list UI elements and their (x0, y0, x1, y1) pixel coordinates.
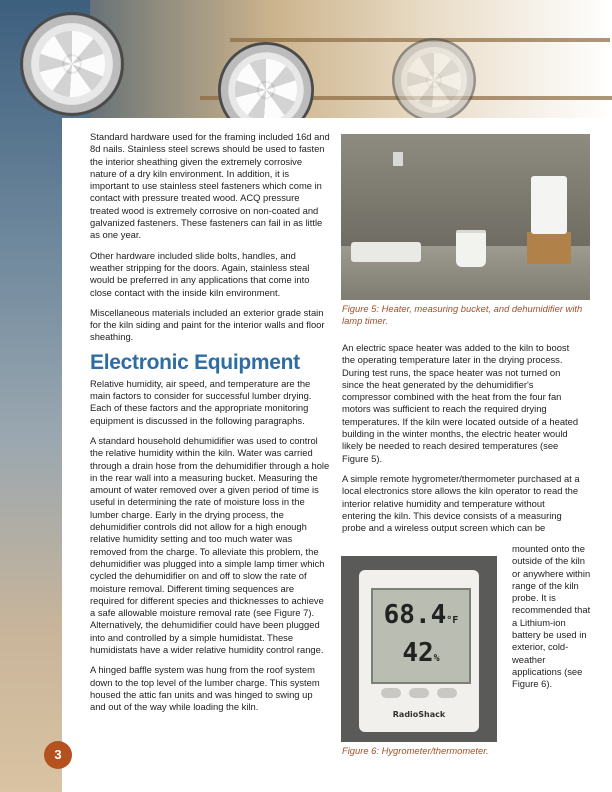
paragraph: Miscellaneous materials included an exterior grade stain for the kiln siding and paint for the interior walls and floor sheathing. (90, 306, 325, 343)
wrapped-paragraph: mounted onto the outside of the kiln or anywhere within range of the kiln probe. It is recommended that a Lithium-ion battery be used in exterior, cold-weather applications (see Figure 6). (512, 543, 591, 690)
attic-fan-image (20, 12, 124, 116)
attic-fan-image (392, 38, 476, 122)
left-column (90, 131, 330, 721)
dehumidifier (531, 176, 567, 234)
paragraph: An electric space heater was added to the kiln to boost the operating temperature later in the drying process. During test runs, the space heater was not turned on since the heat generated by the dehumidifier's compressor combined with the heat from the four fan motors was sufficient to reach the required drying temperatures. If the kiln were located outside of a heated building in the winter months, the electric heater would likely be needed to reach desired temperatures (see Figure 5). (342, 342, 579, 464)
device-button (381, 688, 401, 698)
temperature-unit: °F (446, 615, 459, 626)
section-heading: Electronic Equipment (90, 350, 300, 374)
paragraph: Standard hardware used for the framing included 16d and 8d nails. Stainless steel screws should be used to fasten the interior sheathing given the extremely corrosive nature of a dry kiln environment. In addition, it is important to use stainless steel fasteners which come in contact with pressure treated wood. ACQ pressure treated wood is extremely corrosive on non-coated and galvanized fasteners. These fasteners can fail in as little as one year. (90, 131, 330, 241)
figure5-caption: Figure 5: Heater, measuring bucket, and dehumidifier with lamp timer. (342, 303, 583, 326)
figure6-photo (341, 556, 497, 742)
paragraph: A hinged baffle system was hung from the roof system down to the top level of the lumber charge. This system housed the attic fan units and was hinged to swing up and out of the way while loading the kiln. (90, 664, 320, 713)
brand-logo: RadioShack (392, 710, 446, 719)
paragraph: Relative humidity, air speed, and temperature are the main factors to consider for successful lumber drying. Each of these factors and the appropriate monitoring equipment is discussed in the following paragraphs. (90, 377, 312, 426)
space-heater (351, 242, 421, 262)
humidity-readout (373, 638, 469, 668)
lcd-screen (371, 588, 471, 684)
temperature-readout (373, 600, 469, 630)
right-column (342, 342, 580, 542)
humidity-unit: % (433, 653, 440, 664)
device-button (437, 688, 457, 698)
hygrometer-device (359, 570, 479, 732)
temperature-value: 68.4 (383, 600, 447, 630)
paragraph: Other hardware included slide bolts, handles, and weather stripping for the doors. Again, stainless steal would be preferred in any applications that come into close contact with the inside kiln environment. (90, 249, 310, 298)
humidity-value: 42 (402, 638, 434, 668)
measuring-bucket (456, 230, 486, 267)
figure6-caption: Figure 6: Hygrometer/thermometer. (342, 745, 489, 756)
wooden-stand (527, 232, 571, 264)
page-number-badge: 3 (44, 741, 72, 769)
paragraph: A simple remote hygrometer/thermometer purchased at a local electronics store allows the kiln operator to read the interior relative humidity and temperature without entering the kiln. This device consists of a measuring probe and a wireless output screen which can be (342, 472, 580, 534)
paragraph: A standard household dehumidifier was used to control the relative humidity within the kiln. Water was carried through a drain hose from the dehumidifier through a hole in the rear wall into a measuring bucket. Measuring the amount of water removed over a given period of time is useful in determining the rate of moisture loss in the lumber charge. Early in the drying process, the dehumidifier controls did not allow for a high enough relative humidity setting and too much water was removed from the charge. To alleviate this problem, the dehumidifier was plugged into a simple lamp timer which cycled the dehumidifier on and off to slow the rate of moisture removal. Different timing sequences are required for different species and thicknesses to achieve a safe allowable moisture removal rate (see Figure 7). Alternatively, the dehumidifier could have been plugged into and controlled by a simple humidistat. These humidistats have a wider relative humidity control range. (90, 434, 330, 655)
device-button (409, 688, 429, 698)
figure5-photo (341, 134, 590, 300)
lamp-timer (393, 152, 403, 166)
